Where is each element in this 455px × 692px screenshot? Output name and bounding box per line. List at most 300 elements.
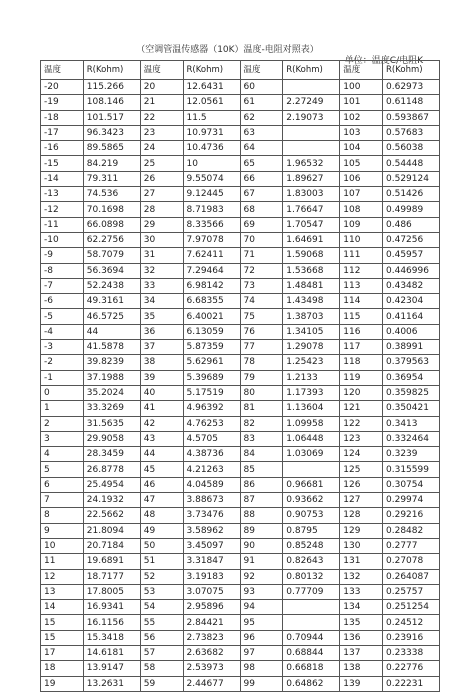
resistance-cell: 5.62961 <box>183 355 240 370</box>
temp-cell: -4 <box>41 324 84 339</box>
resistance-cell: 0.96681 <box>283 477 340 492</box>
resistance-cell: 108.146 <box>83 95 140 110</box>
resistance-cell: 3.31847 <box>183 554 240 569</box>
resistance-cell: 3.07075 <box>183 584 240 599</box>
temp-cell: 0 <box>41 385 84 400</box>
temp-cell: 33 <box>140 278 183 293</box>
temp-cell: 50 <box>140 538 183 553</box>
resistance-cell: 0.315599 <box>383 462 440 477</box>
table-row <box>41 202 440 217</box>
temp-cell: 60 <box>240 80 283 95</box>
resistance-cell: 2.44677 <box>183 676 240 691</box>
resistance-cell: 0.8795 <box>283 523 340 538</box>
resistance-cell: 1.17393 <box>283 385 340 400</box>
resistance-cell: 7.62411 <box>183 248 240 263</box>
resistance-cell: 12.0561 <box>183 95 240 110</box>
temp-cell: 64 <box>240 141 283 156</box>
temp-cell: 123 <box>340 431 383 446</box>
temp-cell: -14 <box>41 171 84 186</box>
temp-cell: 73 <box>240 278 283 293</box>
resistance-cell: 6.68355 <box>183 294 240 309</box>
temp-cell: -11 <box>41 217 84 232</box>
header-temp-4: 温度 <box>340 61 383 80</box>
temp-cell: 100 <box>340 80 383 95</box>
temp-cell: 7 <box>41 493 84 508</box>
temp-cell: -16 <box>41 141 84 156</box>
temp-cell: 10 <box>41 538 84 553</box>
temp-cell: 85 <box>240 462 283 477</box>
temp-cell: 66 <box>240 171 283 186</box>
table-row <box>41 508 440 523</box>
table-row <box>41 462 440 477</box>
temp-cell: 130 <box>340 538 383 553</box>
temp-cell: 12 <box>41 569 84 584</box>
resistance-cell: 0.251254 <box>383 600 440 615</box>
temp-cell: 40 <box>140 385 183 400</box>
resistance-cell: 0.85248 <box>283 538 340 553</box>
table-row <box>41 248 440 263</box>
resistance-cell: 10.4736 <box>183 141 240 156</box>
temp-cell: 65 <box>240 156 283 171</box>
temp-cell: 128 <box>340 508 383 523</box>
header-resistance-1: R(Kohm) <box>83 61 140 80</box>
temp-cell: 20 <box>140 80 183 95</box>
resistance-cell: 0.62973 <box>383 80 440 95</box>
temp-cell: 90 <box>240 538 283 553</box>
resistance-cell: 15.3418 <box>83 630 140 645</box>
resistance-cell: 1.34105 <box>283 324 340 339</box>
resistance-cell: 8.33566 <box>183 217 240 232</box>
header-temp-3: 温度 <box>240 61 283 80</box>
resistance-cell: 3.58962 <box>183 523 240 538</box>
temp-cell: 63 <box>240 125 283 140</box>
resistance-cell: 44 <box>83 324 140 339</box>
temp-cell: 99 <box>240 676 283 691</box>
resistance-cell: 0.4006 <box>383 324 440 339</box>
temp-cell: 115 <box>340 309 383 324</box>
temp-cell: 6 <box>41 477 84 492</box>
resistance-cell: 66.0898 <box>83 217 140 232</box>
temp-cell: 116 <box>340 324 383 339</box>
header-temp-1: 温度 <box>41 61 84 80</box>
temp-cell: 120 <box>340 385 383 400</box>
table-row <box>41 416 440 431</box>
resistance-cell: 0.379563 <box>383 355 440 370</box>
resistance-cell: 0.529124 <box>383 171 440 186</box>
resistance-cell: 2.95896 <box>183 600 240 615</box>
temp-cell: 67 <box>240 187 283 202</box>
resistance-cell: 49.3161 <box>83 294 140 309</box>
resistance-cell: 22.5662 <box>83 508 140 523</box>
resistance-cell: 4.38736 <box>183 447 240 462</box>
resistance-cell: 7.29464 <box>183 263 240 278</box>
temp-cell: 79 <box>240 370 283 385</box>
temp-cell: 129 <box>340 523 383 538</box>
temp-cell: 96 <box>240 630 283 645</box>
resistance-cell: 0.27078 <box>383 554 440 569</box>
resistance-cell: 0.28482 <box>383 523 440 538</box>
resistance-cell: 13.9147 <box>83 661 140 676</box>
resistance-cell: 4.21263 <box>183 462 240 477</box>
resistance-cell: 17.8005 <box>83 584 140 599</box>
temp-cell: 106 <box>340 171 383 186</box>
resistance-cell: 62.2756 <box>83 232 140 247</box>
table-row <box>41 309 440 324</box>
resistance-cell: 14.6181 <box>83 645 140 660</box>
temp-cell: 78 <box>240 355 283 370</box>
resistance-cell: 11.5 <box>183 110 240 125</box>
resistance-cell: 19.6891 <box>83 554 140 569</box>
temp-cell: 3 <box>41 431 84 446</box>
resistance-cell: 1.76647 <box>283 202 340 217</box>
table-row <box>41 156 440 171</box>
resistance-cell: 0.93662 <box>283 493 340 508</box>
resistance-cell: 1.48481 <box>283 278 340 293</box>
temp-cell: 121 <box>340 401 383 416</box>
temp-cell: 41 <box>140 401 183 416</box>
temp-cell: 102 <box>340 110 383 125</box>
temp-cell: 9 <box>41 523 84 538</box>
temp-cell: -13 <box>41 187 84 202</box>
temp-cell: 76 <box>240 324 283 339</box>
resistance-cell: 4.04589 <box>183 477 240 492</box>
temp-cell: 22 <box>140 110 183 125</box>
resistance-cell <box>283 125 340 140</box>
temp-cell: -1 <box>41 370 84 385</box>
temp-cell: 134 <box>340 600 383 615</box>
resistance-cell: 0.61148 <box>383 95 440 110</box>
resistance-cell: 0.66818 <box>283 661 340 676</box>
resistance-cell: 0.359825 <box>383 385 440 400</box>
resistance-cell: 0.30754 <box>383 477 440 492</box>
temp-cell: 8 <box>41 508 84 523</box>
resistance-cell: 1.83003 <box>283 187 340 202</box>
resistance-cell <box>283 462 340 477</box>
temp-cell: 36 <box>140 324 183 339</box>
table-row <box>41 232 440 247</box>
temp-cell: -17 <box>41 125 84 140</box>
table-row <box>41 645 440 660</box>
resistance-cell: 7.97078 <box>183 232 240 247</box>
resistance-cell: 89.5865 <box>83 141 140 156</box>
temp-cell: -7 <box>41 278 84 293</box>
resistance-cell: 0.38991 <box>383 340 440 355</box>
resistance-cell: 0.43482 <box>383 278 440 293</box>
temp-cell: 39 <box>140 370 183 385</box>
temp-cell: 113 <box>340 278 383 293</box>
temp-cell: 110 <box>340 232 383 247</box>
resistance-cell: 13.2631 <box>83 676 140 691</box>
temp-cell: 23 <box>140 125 183 140</box>
temp-cell: 2 <box>41 416 84 431</box>
resistance-cell: 1.2133 <box>283 370 340 385</box>
temp-cell: 15 <box>41 615 84 630</box>
resistance-cell: 0.51426 <box>383 187 440 202</box>
temp-cell: 136 <box>340 630 383 645</box>
table-row <box>41 217 440 232</box>
temp-cell: 124 <box>340 447 383 462</box>
temp-cell: 137 <box>340 645 383 660</box>
resistance-cell: 16.1156 <box>83 615 140 630</box>
resistance-cell: 25.4954 <box>83 477 140 492</box>
resistance-cell: 0.36954 <box>383 370 440 385</box>
resistance-cell: 24.1932 <box>83 493 140 508</box>
resistance-cell: 1.53668 <box>283 263 340 278</box>
temp-cell: -10 <box>41 232 84 247</box>
table-row <box>41 676 440 691</box>
temp-cell: 56 <box>140 630 183 645</box>
temp-cell: 108 <box>340 202 383 217</box>
temp-cell: 19 <box>41 676 84 691</box>
resistance-cell: 46.5725 <box>83 309 140 324</box>
temp-cell: 11 <box>41 554 84 569</box>
temp-cell: 62 <box>240 110 283 125</box>
resistance-cell: 41.5878 <box>83 340 140 355</box>
table-row <box>41 263 440 278</box>
temp-cell: 48 <box>140 508 183 523</box>
temp-cell: 53 <box>140 584 183 599</box>
table-row <box>41 523 440 538</box>
resistance-cell: 2.63682 <box>183 645 240 660</box>
resistance-cell: 20.7184 <box>83 538 140 553</box>
temp-cell: 28 <box>140 202 183 217</box>
resistance-cell: 84.219 <box>83 156 140 171</box>
resistance-cell: 3.45097 <box>183 538 240 553</box>
table-row <box>41 584 440 599</box>
resistance-cell: 0.70944 <box>283 630 340 645</box>
resistance-cell: 1.38703 <box>283 309 340 324</box>
temp-cell: 77 <box>240 340 283 355</box>
table-row <box>41 340 440 355</box>
temp-cell: 21 <box>140 95 183 110</box>
temp-cell: 97 <box>240 645 283 660</box>
table-row <box>41 569 440 584</box>
resistance-cell: 12.6431 <box>183 80 240 95</box>
resistance-cell: 6.40021 <box>183 309 240 324</box>
temp-cell: 14 <box>41 600 84 615</box>
table-row <box>41 554 440 569</box>
temp-cell: 43 <box>140 431 183 446</box>
resistance-cell <box>283 141 340 156</box>
temp-cell: 68 <box>240 202 283 217</box>
resistance-cell: 1.64691 <box>283 232 340 247</box>
resistance-cell: 3.88673 <box>183 493 240 508</box>
resistance-cell: 4.5705 <box>183 431 240 446</box>
resistance-cell: 0.332464 <box>383 431 440 446</box>
resistance-cell: 0.64862 <box>283 676 340 691</box>
temp-cell: 127 <box>340 493 383 508</box>
table-title: （空调管温传感器（10K）温度-电阻对照表） <box>136 45 319 55</box>
temp-cell: 71 <box>240 248 283 263</box>
temp-cell: 98 <box>240 661 283 676</box>
resistance-cell: 1.03069 <box>283 447 340 462</box>
resistance-cell: 2.27249 <box>283 95 340 110</box>
temp-cell: 81 <box>240 401 283 416</box>
temp-cell: 59 <box>140 676 183 691</box>
temp-cell: -2 <box>41 355 84 370</box>
temp-cell: 61 <box>240 95 283 110</box>
temp-cell: 58 <box>140 661 183 676</box>
temp-cell: 119 <box>340 370 383 385</box>
temp-cell: -5 <box>41 309 84 324</box>
resistance-cell: 0.29974 <box>383 493 440 508</box>
temp-cell: -8 <box>41 263 84 278</box>
table-row <box>41 477 440 492</box>
resistance-cell: 2.53973 <box>183 661 240 676</box>
table-row <box>41 141 440 156</box>
table-row <box>41 125 440 140</box>
temp-cell: 94 <box>240 600 283 615</box>
table-row <box>41 447 440 462</box>
resistance-cell: 0.264087 <box>383 569 440 584</box>
resistance-cell: 0.22231 <box>383 676 440 691</box>
temp-cell: 1 <box>41 401 84 416</box>
temp-cell: 54 <box>140 600 183 615</box>
resistance-cell: 5.17519 <box>183 385 240 400</box>
resistance-cell: 37.1988 <box>83 370 140 385</box>
temp-cell: 83 <box>240 431 283 446</box>
resistance-cell: 0.47256 <box>383 232 440 247</box>
resistance-cell: 28.3459 <box>83 447 140 462</box>
temp-cell: 109 <box>340 217 383 232</box>
temp-cell: 88 <box>240 508 283 523</box>
temp-cell: 38 <box>140 355 183 370</box>
temp-cell: 30 <box>140 232 183 247</box>
resistance-cell: 1.13604 <box>283 401 340 416</box>
table-row <box>41 630 440 645</box>
temp-cell: 55 <box>140 615 183 630</box>
resistance-cell <box>283 615 340 630</box>
temp-cell: 117 <box>340 340 383 355</box>
resistance-cell: 0.80132 <box>283 569 340 584</box>
temp-cell: 87 <box>240 493 283 508</box>
table-row <box>41 278 440 293</box>
table-row <box>41 171 440 186</box>
temp-cell: 95 <box>240 615 283 630</box>
resistance-cell: 31.5635 <box>83 416 140 431</box>
resistance-cell: 9.12445 <box>183 187 240 202</box>
temp-cell: 132 <box>340 569 383 584</box>
temp-cell: 52 <box>140 569 183 584</box>
temp-cell: 34 <box>140 294 183 309</box>
temp-cell: 91 <box>240 554 283 569</box>
temp-cell: 131 <box>340 554 383 569</box>
resistance-cell: 6.98142 <box>183 278 240 293</box>
resistance-cell: 1.09958 <box>283 416 340 431</box>
temp-cell: -19 <box>41 95 84 110</box>
temp-cell: 84 <box>240 447 283 462</box>
temp-cell: 82 <box>240 416 283 431</box>
resistance-cell: 0.42304 <box>383 294 440 309</box>
resistance-cell: 21.8094 <box>83 523 140 538</box>
temp-cell: 37 <box>140 340 183 355</box>
temp-cell: 122 <box>340 416 383 431</box>
resistance-cell: 9.55074 <box>183 171 240 186</box>
temp-cell: 69 <box>240 217 283 232</box>
resistance-cell: 0.24512 <box>383 615 440 630</box>
table-row <box>41 370 440 385</box>
header-resistance-3: R(Kohm) <box>283 61 340 80</box>
resistance-cell: 1.43498 <box>283 294 340 309</box>
temp-cell: 51 <box>140 554 183 569</box>
table-row <box>41 431 440 446</box>
resistance-cell: 5.39689 <box>183 370 240 385</box>
temp-cell: 13 <box>41 584 84 599</box>
temp-cell: 32 <box>140 263 183 278</box>
temp-cell: 101 <box>340 95 383 110</box>
table-row <box>41 493 440 508</box>
unit-label: 单位：温度C/电阻K <box>344 56 423 66</box>
resistance-cell: 3.19183 <box>183 569 240 584</box>
resistance-cell: 96.3423 <box>83 125 140 140</box>
temp-cell: 89 <box>240 523 283 538</box>
temp-cell: 80 <box>240 385 283 400</box>
resistance-cell: 0.22776 <box>383 661 440 676</box>
temp-cell: -12 <box>41 202 84 217</box>
resistance-cell: 0.486 <box>383 217 440 232</box>
resistance-cell: 4.96392 <box>183 401 240 416</box>
header-temp-2: 温度 <box>140 61 183 80</box>
table-row <box>41 187 440 202</box>
table-row <box>41 538 440 553</box>
table-row <box>41 110 440 125</box>
resistance-cell: 0.45957 <box>383 248 440 263</box>
header-row <box>41 61 440 80</box>
temp-cell: -9 <box>41 248 84 263</box>
temp-cell: 112 <box>340 263 383 278</box>
resistance-cell: 0.56038 <box>383 141 440 156</box>
temp-cell: 25 <box>140 156 183 171</box>
temp-cell: 49 <box>140 523 183 538</box>
table-row <box>41 324 440 339</box>
temp-cell: 47 <box>140 493 183 508</box>
resistance-cell: 6.13059 <box>183 324 240 339</box>
temp-cell: -18 <box>41 110 84 125</box>
temp-cell: 29 <box>140 217 183 232</box>
temperature-resistance-table <box>40 60 440 692</box>
resistance-cell: 5.87359 <box>183 340 240 355</box>
resistance-cell: 4.76253 <box>183 416 240 431</box>
resistance-cell: 56.3694 <box>83 263 140 278</box>
table-row <box>41 661 440 676</box>
resistance-cell: 1.70547 <box>283 217 340 232</box>
resistance-cell: 33.3269 <box>83 401 140 416</box>
resistance-cell: 70.1698 <box>83 202 140 217</box>
temp-cell: 42 <box>140 416 183 431</box>
header-resistance-2: R(Kohm) <box>183 61 240 80</box>
resistance-cell: 0.90753 <box>283 508 340 523</box>
resistance-cell: 29.9058 <box>83 431 140 446</box>
resistance-cell: 26.8778 <box>83 462 140 477</box>
resistance-cell: 0.29216 <box>383 508 440 523</box>
resistance-cell: 10.9731 <box>183 125 240 140</box>
resistance-cell <box>283 80 340 95</box>
temp-cell: 104 <box>340 141 383 156</box>
temp-cell: 26 <box>140 171 183 186</box>
resistance-cell: 0.3413 <box>383 416 440 431</box>
table-row <box>41 294 440 309</box>
table-row <box>41 355 440 370</box>
resistance-cell: 2.19073 <box>283 110 340 125</box>
resistance-cell: 0.3239 <box>383 447 440 462</box>
resistance-cell: 0.2777 <box>383 538 440 553</box>
temp-cell: 126 <box>340 477 383 492</box>
temp-cell: 125 <box>340 462 383 477</box>
resistance-cell: 74.536 <box>83 187 140 202</box>
table-row <box>41 401 440 416</box>
resistance-cell: 3.73476 <box>183 508 240 523</box>
resistance-cell: 0.25757 <box>383 584 440 599</box>
